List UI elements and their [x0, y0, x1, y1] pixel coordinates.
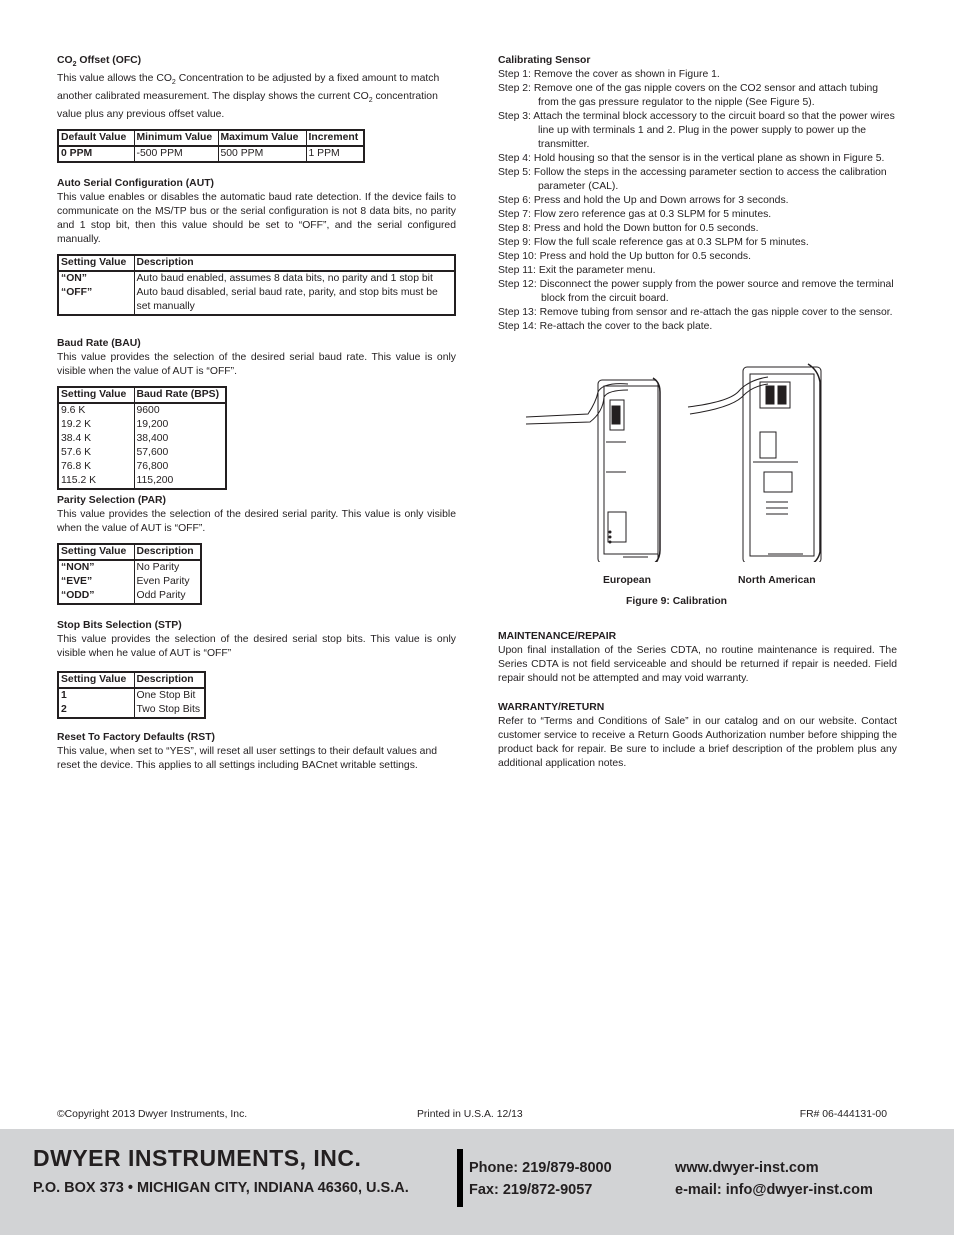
company-address: P.O. BOX 373 • MICHIGAN CITY, INDIANA 46360, U.S.A.: [33, 1180, 409, 1196]
table-cell: Auto baud enabled, assumes 8 data bits, no parity and 1 stop bit: [134, 271, 455, 286]
table-cell: 9600: [134, 403, 226, 418]
stp-heading: Stop Bits Selection (STP): [57, 620, 182, 632]
section-ofc: [57, 54, 456, 163]
bau-table: [57, 386, 227, 490]
stp-header-desc: Description: [134, 672, 205, 688]
par-text: This value provides the selection of the desired serial parity. This value is only visible when the value of AUT is “OFF”.: [57, 509, 456, 535]
table-cell: Auto baud disabled, serial baud rate, parity, and stop bits must be set manually: [134, 286, 455, 315]
section-aut: [57, 177, 456, 316]
list-item: Step 14: Re-attach the cover to the back plate.: [498, 321, 713, 332]
bau-text: This value provides the selection of the desired serial baud rate. This value is only visible when the value of AUT is “OFF”.: [57, 352, 456, 378]
ofc-header-inc: Increment: [306, 130, 364, 146]
section-warranty: [498, 701, 897, 771]
table-cell: “EVE”: [58, 575, 134, 589]
aut-header-desc: Description: [134, 255, 455, 271]
divider-bar: [457, 1149, 463, 1207]
list-item: Step 6: Press and hold the Up and Down arrows for 3 seconds.: [498, 195, 789, 206]
calibration-illustration: [498, 342, 897, 562]
table-cell: “NON”: [58, 560, 134, 575]
table-cell: 1: [58, 688, 134, 703]
table-row: [58, 146, 364, 162]
left-column: [57, 54, 456, 773]
table-cell: 9.6 K: [58, 403, 134, 418]
section-stp: [57, 619, 456, 719]
table-cell: 76,800: [134, 460, 226, 474]
aut-heading: Auto Serial Configuration (AUT): [57, 178, 215, 190]
stp-header-setting: Setting Value: [58, 672, 134, 688]
web-email-block: [675, 1157, 873, 1201]
aut-header-setting: Setting Value: [58, 255, 134, 271]
section-par: [57, 494, 456, 605]
table-row: [58, 418, 226, 432]
ofc-header-default: Default Value: [58, 130, 134, 146]
table-cell: Two Stop Bits: [134, 703, 205, 718]
table-row: [58, 446, 226, 460]
warranty-text: Refer to “Terms and Conditions of Sale” in our catalog and on our website. Contact customer service to receive a Return Goods Authorization number before shipping the product back for repair. Be sure to include a brief description of the problem plus any additional application notes.: [498, 716, 897, 769]
table-cell: 57,600: [134, 446, 226, 460]
list-item: Step 2: Remove one of the gas nipple covers on the CO2 sensor and attach tubing from the gas pressure regulator to the nipple (See Figure 5).: [498, 83, 879, 108]
maint-text: Upon final installation of the Series CDTA, no routine maintenance is required. The Series CDTA is not field serviceable and should be returned if repair is needed. Field repair should not be attempted and may void warranty.: [498, 645, 897, 684]
section-bau: [57, 337, 456, 490]
bau-heading: Baud Rate (BAU): [57, 338, 141, 350]
aut-text: This value enables or disables the automatic baud rate detection. If the device fails to communicate on the MS/TP bus or the serial configuration is not 8 data bits, no parity and 1 stop bit, then this value should be set to “OFF”, and the serial configured manually.: [57, 192, 456, 246]
company-name: DWYER INSTRUMENTS, INC.: [33, 1145, 362, 1171]
figure-label-european: European: [603, 575, 651, 586]
table-row: [58, 474, 226, 489]
table-cell: 38.4 K: [58, 432, 134, 446]
footer-copyright: ©Copyright 2013 Dwyer Instruments, Inc.: [57, 1109, 248, 1120]
table-cell: “ON”: [58, 271, 134, 286]
table-row: [58, 271, 455, 286]
ofc-text: This value allows the $CO_2$ Concentration to be adjusted by a fixed amount to match another calibrated measurement. The display shows the current $CO_2$ concentration value plus any previous offset value.: [57, 73, 440, 121]
ofc-increment-value: 1 PPM: [306, 146, 364, 162]
ofc-table: [57, 129, 365, 163]
list-item: Step 1: Remove the cover as shown in Figure 1.: [498, 69, 720, 80]
table-row: [58, 432, 226, 446]
ofc-header-min: Minimum Value: [134, 130, 218, 146]
ofc-max-value: 500 PPM: [218, 146, 306, 162]
table-row: [58, 403, 226, 418]
list-item: Step 3: Attach the terminal block accessory to the circuit board so that the power wires line up with terminals 1 and 2. Plug in the power supply to power up the transmitter.: [498, 111, 895, 150]
table-cell: “ODD”: [58, 589, 134, 604]
website-link[interactable]: www.dwyer-inst.com: [675, 1160, 819, 1176]
cal-heading: Calibrating Sensor: [498, 55, 591, 66]
footer-fr-number: FR# 06-444131-00: [799, 1109, 887, 1120]
phone-number: Phone: 219/879-8000: [469, 1160, 612, 1176]
figure-label-north-american: North American: [738, 575, 816, 586]
table-cell: 115,200: [134, 474, 226, 489]
par-header-desc: Description: [134, 544, 201, 560]
table-cell: Odd Parity: [134, 589, 201, 604]
section-rst: [57, 731, 456, 773]
table-cell: No Parity: [134, 560, 201, 575]
table-cell: 57.6 K: [58, 446, 134, 460]
footer-line: [57, 1108, 887, 1122]
list-item: Step 11: Exit the parameter menu.: [498, 265, 656, 276]
north-american-unit-drawing: [688, 364, 821, 562]
table-row: [58, 560, 201, 575]
footer-printed: Printed in U.S.A. 12/13: [417, 1109, 523, 1120]
maint-heading: MAINTENANCE/REPAIR: [498, 631, 617, 642]
list-item: Step 8: Press and hold the Down button for 0.5 seconds.: [498, 223, 759, 234]
table-cell: 2: [58, 703, 134, 718]
fax-number: Fax: 219/872-9057: [469, 1182, 593, 1198]
table-cell: 19.2 K: [58, 418, 134, 432]
cal-steps: [498, 68, 897, 334]
section-maintenance: [498, 630, 897, 686]
table-cell: One Stop Bit: [134, 688, 205, 703]
par-table: [57, 543, 202, 605]
table-row: [58, 589, 201, 604]
table-row: [58, 460, 226, 474]
table-row: [58, 286, 455, 315]
list-item: Step 5: Follow the steps in the accessing parameter section to access the calibration parameter (CAL).: [498, 167, 887, 192]
email-link[interactable]: e-mail: info@dwyer-inst.com: [675, 1182, 873, 1198]
table-row: [58, 575, 201, 589]
right-column: [498, 54, 897, 771]
ofc-min-value: -500 PPM: [134, 146, 218, 162]
list-item: Step 4: Hold housing so that the sensor is in the vertical plane as shown in Figure 5.: [498, 153, 885, 164]
rst-text: This value, when set to “YES”, will reset all user settings to their default values and reset the device. This applies to all settings including BACnet writable settings.: [57, 746, 438, 772]
figure-caption: Figure 9: Calibration: [626, 596, 728, 607]
stp-text: This value provides the selection of the desired serial stop bits. This value is only visible when he value of AUT is “OFF”: [57, 634, 456, 660]
european-unit-drawing: [526, 378, 660, 562]
bau-header-rate: Baud Rate (BPS): [134, 387, 226, 403]
rst-heading: Reset To Factory Defaults (RST): [57, 732, 215, 744]
ofc-heading: $CO_2$ Offset (OFC): [57, 55, 142, 69]
table-cell: “OFF”: [58, 286, 134, 315]
par-header-setting: Setting Value: [58, 544, 134, 560]
phone-fax-block: [469, 1157, 612, 1201]
bau-header-setting: Setting Value: [58, 387, 134, 403]
list-item: Step 12: Disconnect the power supply from the power source and remove the terminal block from the circuit board.: [498, 279, 894, 304]
list-item: Step 9: Flow the full scale reference gas at 0.3 SLPM for 5 minutes.: [498, 237, 809, 248]
par-heading: Parity Selection (PAR): [57, 495, 166, 507]
stp-table: [57, 671, 206, 719]
section-calibrating: [498, 54, 897, 334]
table-cell: 76.8 K: [58, 460, 134, 474]
table-cell: 115.2 K: [58, 474, 134, 489]
table-cell: 38,400: [134, 432, 226, 446]
aut-table: [57, 254, 456, 316]
ofc-default-value: 0 PPM: [58, 146, 134, 162]
list-item: Step 13: Remove tubing from sensor and re-attach the gas nipple cover to the sensor.: [498, 307, 893, 318]
calibration-figure: [498, 342, 897, 618]
table-row: [58, 703, 205, 718]
table-cell: 19,200: [134, 418, 226, 432]
warranty-heading: WARRANTY/RETURN: [498, 702, 605, 713]
table-cell: Even Parity: [134, 575, 201, 589]
list-item: Step 7: Flow zero reference gas at 0.3 SLPM for 5 minutes.: [498, 209, 772, 220]
list-item: Step 10: Press and hold the Up button for 0.5 seconds.: [498, 251, 752, 262]
ofc-header-max: Maximum Value: [218, 130, 306, 146]
company-band: [0, 1129, 954, 1235]
table-row: [58, 688, 205, 703]
